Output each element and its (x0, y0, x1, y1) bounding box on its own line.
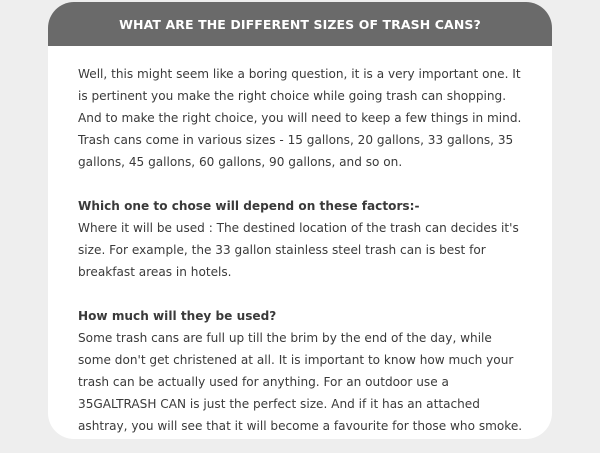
article-card (48, 2, 552, 439)
section-heading-usage: How much will they be used? (78, 309, 277, 323)
article-title: WHAT ARE THE DIFFERENT SIZES OF TRASH CANS? (119, 16, 481, 32)
section-text-location: Where it will be used : The destined location of the trash can decides it's size. For example, the 33 gallon stainless steel trash can is best for breakfast areas in hotels. (78, 221, 519, 279)
paragraph-spacer (78, 283, 526, 305)
section-text-usage: Some trash cans are full up till the brim by the end of the day, while some don't get christened at all. It is important to know how much your trash can be actually used for anything. For an outdoor use a 35GALTRASH CAN is just the perfect size. And if it has an attached ashtray, you will see that it will become a favourite for those who smoke. (78, 331, 523, 433)
paragraph-spacer (78, 173, 526, 195)
section-heading-factors: Which one to chose will depend on these factors:- (78, 199, 420, 213)
article-body (48, 46, 552, 437)
card-header (48, 2, 552, 46)
intro-paragraph: Well, this might seem like a boring question, it is a very important one. It is pertinent you make the right choice while going trash can shopping. And to make the right choice, you will need to keep a few things in mind. Trash cans come in various sizes - 15 gallons, 20 gallons, 33 gallons, 35 gallons, 45 gallons, 60 gallons, 90 gallons, and so on. (78, 67, 522, 169)
